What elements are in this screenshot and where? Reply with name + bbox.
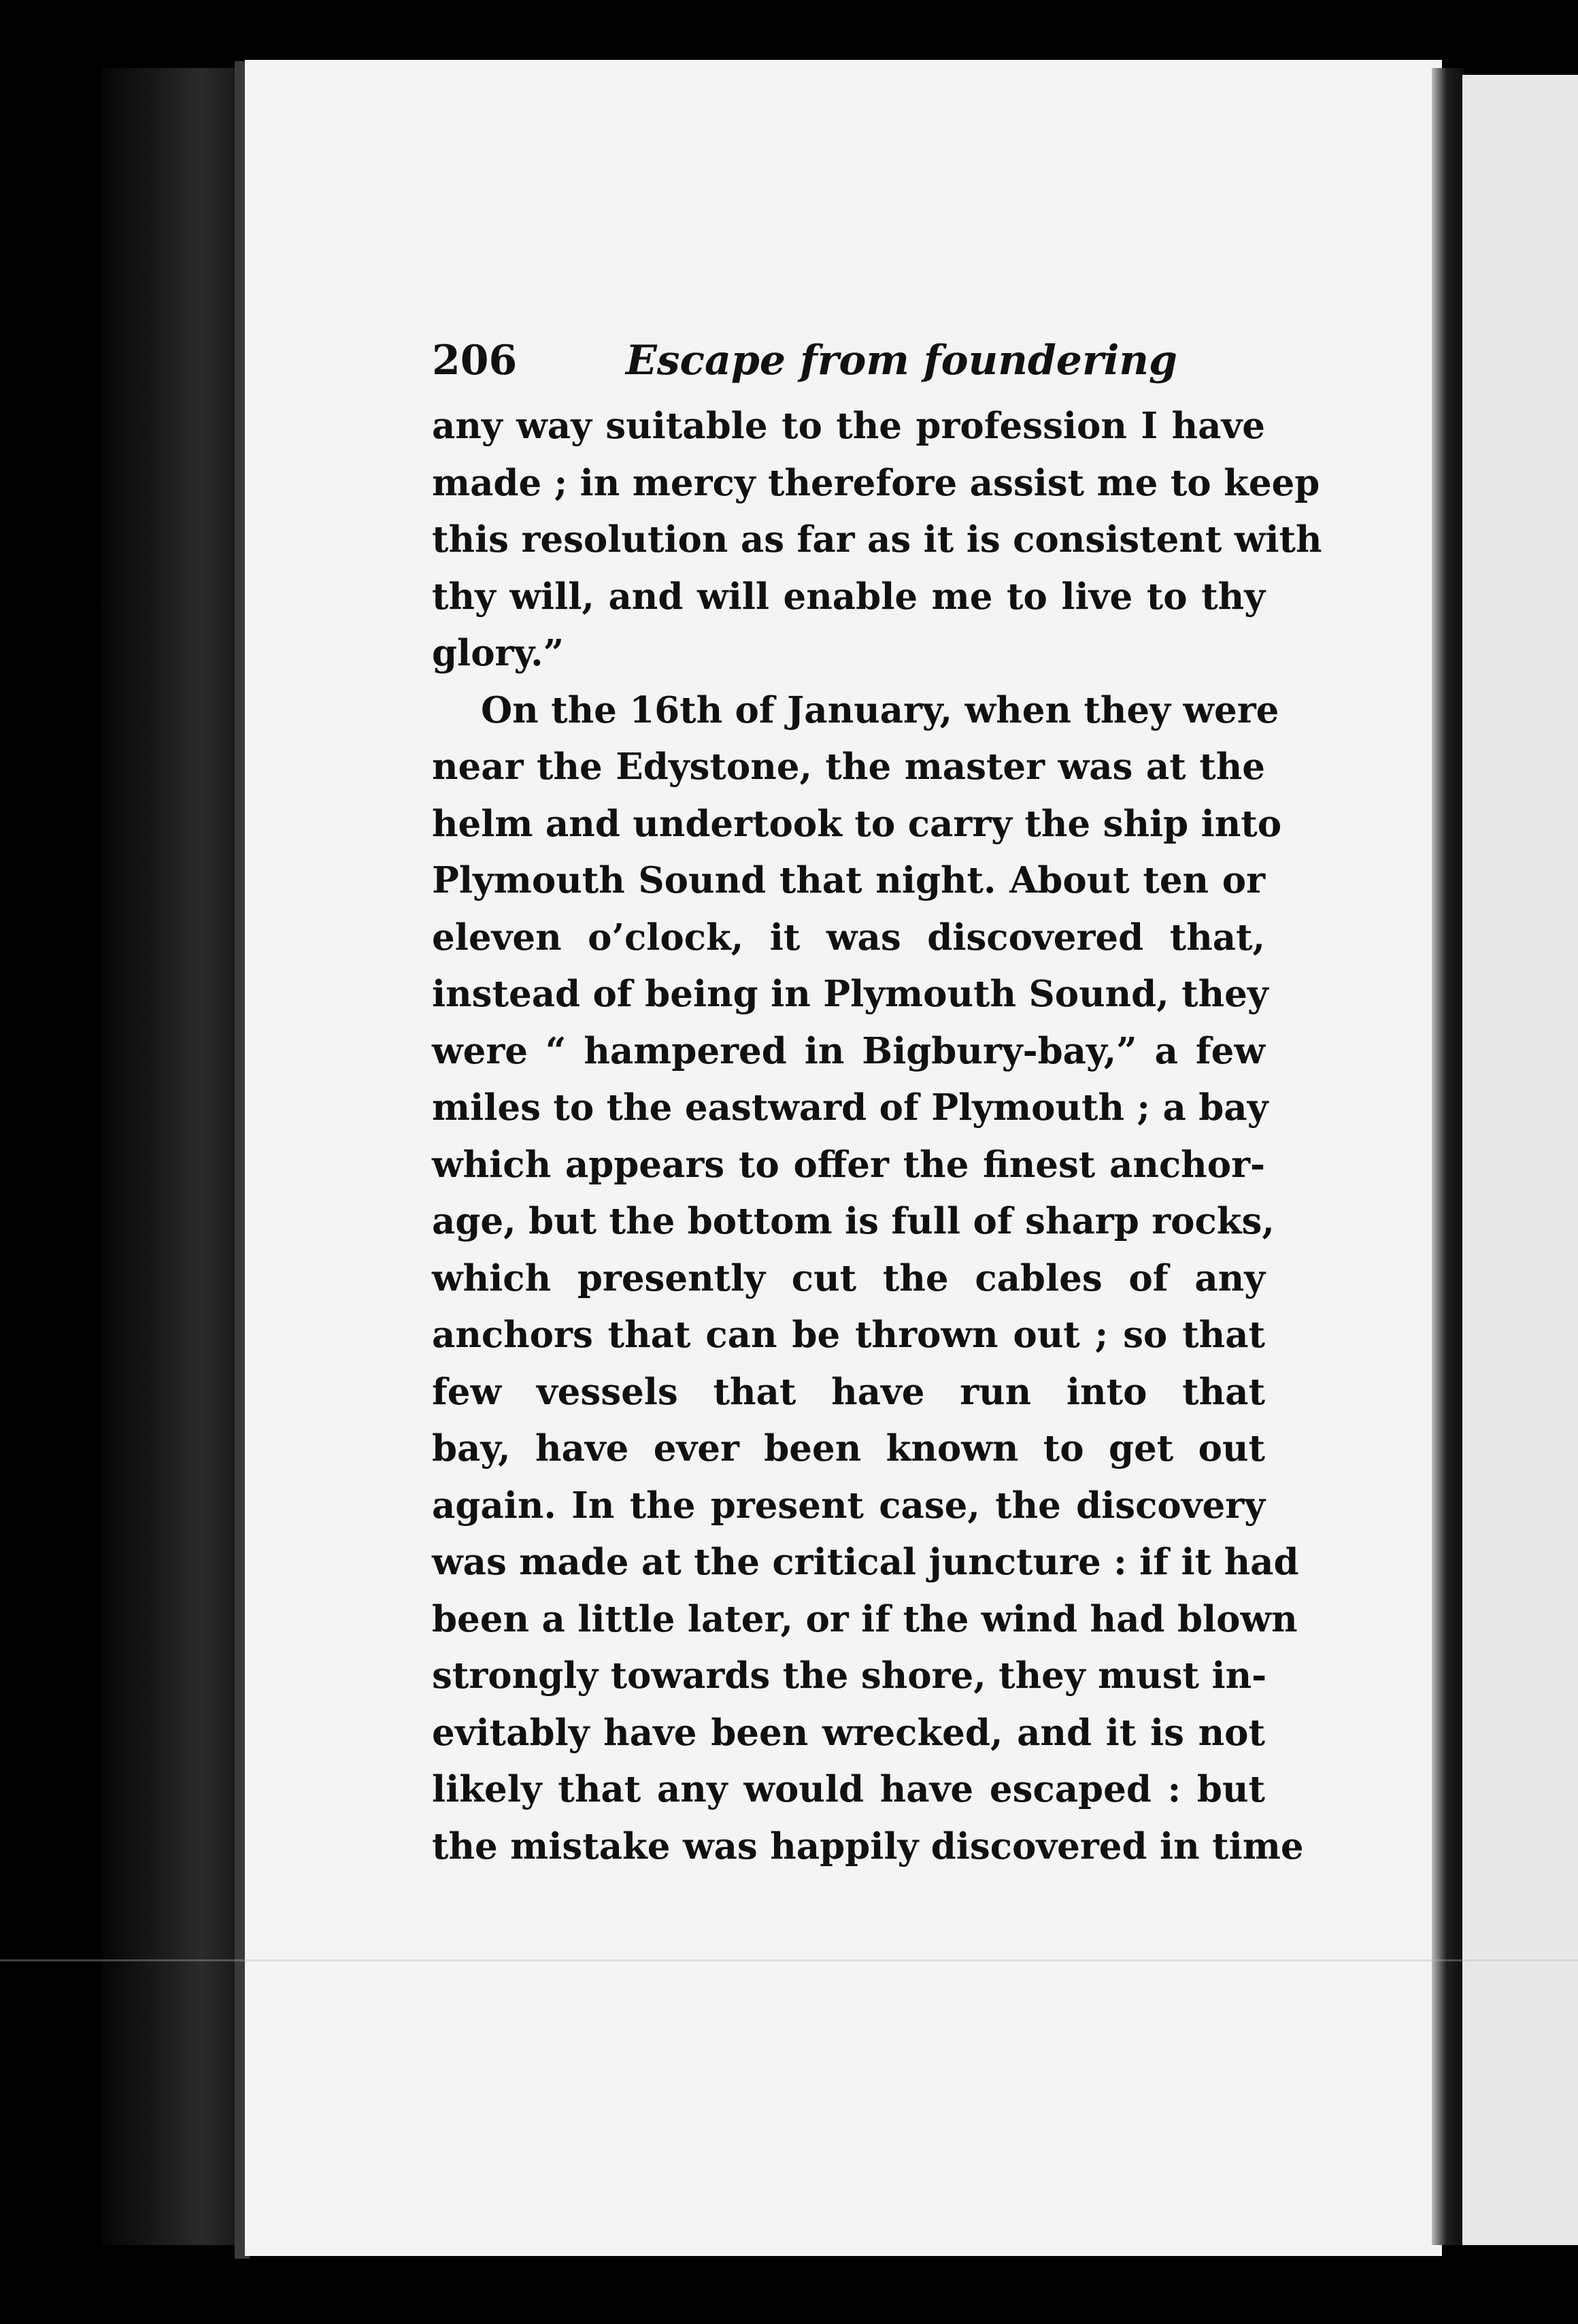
text-line: glory.” bbox=[432, 632, 565, 674]
text-line: this resolution as far as it is consistent with bbox=[432, 518, 1322, 561]
adjacent-page-edge bbox=[1462, 75, 1578, 2245]
text-line: instead of being in Plymouth Sound, they bbox=[432, 973, 1269, 1015]
text-line: been a little later, or if the wind had blown bbox=[432, 1597, 1298, 1640]
text-line: was made at the critical juncture : if it had bbox=[432, 1541, 1299, 1583]
text-line: likely that any would have escaped : but bbox=[432, 1768, 1265, 1810]
text-line: were “ hampered in Bigbury-bay,” a few bbox=[432, 1029, 1265, 1072]
scan-artifact-line bbox=[0, 1959, 1578, 1961]
text-line: On the 16th of January, when they were bbox=[481, 688, 1279, 731]
text-line: made ; in mercy therefore assist me to keep bbox=[432, 461, 1320, 504]
text-line: miles to the eastward of Plymouth ; a bay bbox=[432, 1086, 1269, 1129]
text-line: evitably have been wrecked, and it is not bbox=[432, 1711, 1265, 1754]
text-line: anchors that can be thrown out ; so that bbox=[432, 1314, 1265, 1356]
running-head: Escape from foundering bbox=[626, 337, 1177, 384]
text-line: which presently cut the cables of any bbox=[432, 1257, 1265, 1299]
body-text bbox=[432, 398, 1322, 1875]
page-number: 206 bbox=[432, 337, 518, 384]
text-line: which appears to offer the finest anchor- bbox=[432, 1143, 1265, 1186]
text-line: Plymouth Sound that night. About ten or bbox=[432, 859, 1265, 901]
text-line: eleven o’clock, it was discovered that, bbox=[432, 916, 1265, 959]
text-line: age, but the bottom is full of sharp rocks, bbox=[432, 1200, 1275, 1242]
book-spine bbox=[102, 68, 245, 2245]
page-text-block bbox=[432, 323, 1322, 1875]
text-line: the mistake was happily discovered in time bbox=[432, 1825, 1304, 1868]
text-line: bay, have ever been known to get out bbox=[432, 1427, 1265, 1470]
text-line: near the Edystone, the master was at the bbox=[432, 746, 1265, 788]
text-line: any way suitable to the profession I have bbox=[432, 405, 1265, 447]
text-line: again. In the present case, the discovery bbox=[432, 1484, 1265, 1527]
page-header bbox=[432, 323, 1265, 398]
text-line: thy will, and will enable me to live to thy bbox=[432, 575, 1265, 618]
page-gutter bbox=[1432, 68, 1464, 2245]
text-line: helm and undertook to carry the ship into bbox=[432, 802, 1282, 845]
text-line: few vessels that have run into that bbox=[432, 1370, 1265, 1413]
text-line: strongly towards the shore, they must in- bbox=[432, 1655, 1267, 1697]
